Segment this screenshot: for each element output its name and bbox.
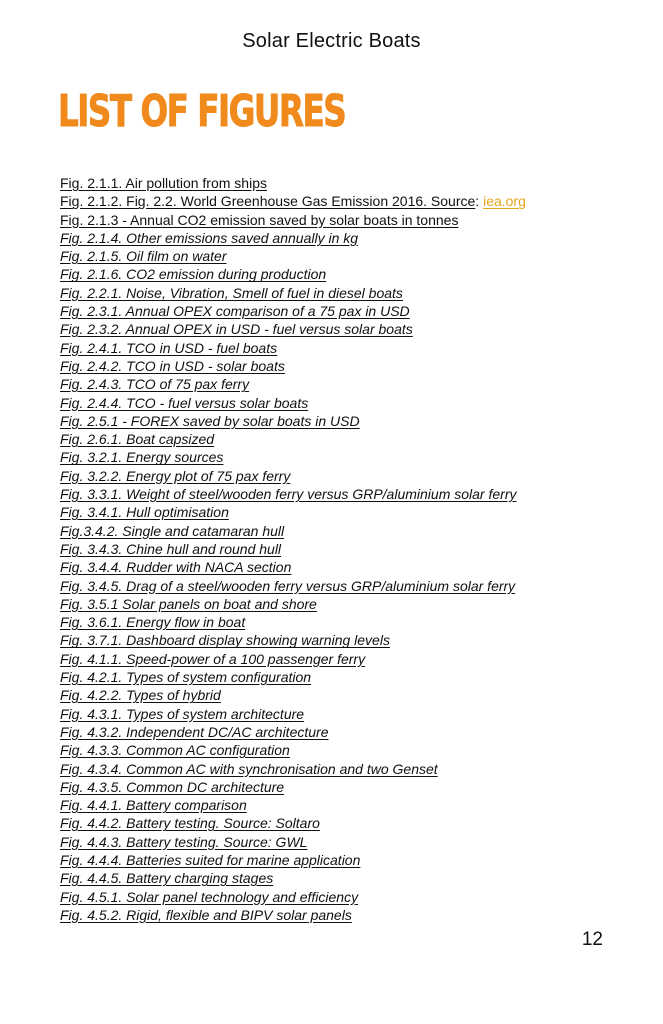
source-link[interactable]: iea.org bbox=[483, 193, 526, 210]
figure-link[interactable]: Fig. 2.1.6. CO2 emission during production bbox=[60, 266, 327, 283]
figure-list-item bbox=[60, 558, 620, 576]
figure-link[interactable]: Fig. 4.2.1. Types of system configuration bbox=[60, 669, 312, 686]
figure-list-item bbox=[60, 247, 620, 265]
figure-link[interactable]: Fig. 2.1.4. Other emissions saved annually in kg bbox=[60, 229, 359, 246]
figure-list-item bbox=[60, 577, 620, 595]
figure-link[interactable]: Fig. 3.7.1. Dashboard display showing warning levels bbox=[60, 632, 390, 649]
figure-link[interactable]: Fig. 3.4.4. Rudder with NACA section bbox=[60, 559, 292, 576]
figure-link[interactable]: Fig. 2.3.1. Annual OPEX comparison of a 75 pax in USD bbox=[60, 303, 410, 320]
source-separator: : bbox=[475, 193, 480, 210]
figure-link[interactable]: Fig. 2.4.3. TCO of 75 pax ferry bbox=[60, 376, 250, 393]
figure-list-item bbox=[60, 686, 620, 704]
figure-list bbox=[60, 174, 620, 924]
figure-list-item bbox=[60, 375, 620, 393]
figure-list-item bbox=[60, 668, 620, 686]
figure-link[interactable]: Fig. 4.3.5. Common DC architecture bbox=[60, 778, 285, 795]
figure-link[interactable]: Fig. 4.3.3. Common AC configuration bbox=[60, 742, 290, 759]
figure-link[interactable]: Fig. 3.2.1. Energy sources bbox=[60, 449, 224, 466]
figure-list-item bbox=[60, 796, 620, 814]
figure-list-item bbox=[60, 705, 620, 723]
figure-list-item bbox=[60, 467, 620, 485]
figure-list-item bbox=[60, 595, 620, 613]
figure-link[interactable]: Fig. 4.1.1. Speed-power of a 100 passenger ferry bbox=[60, 650, 366, 667]
figure-link[interactable]: Fig. 2.1.3 - Annual CO2 emission saved by solar boats in tonnes bbox=[60, 211, 459, 228]
figure-list-item bbox=[60, 741, 620, 759]
figure-list-item bbox=[60, 833, 620, 851]
figure-link[interactable]: Fig. 4.5.2. Rigid, flexible and BIPV solar panels bbox=[60, 906, 352, 923]
figure-link[interactable]: Fig. 3.5.1 Solar panels on boat and shore bbox=[60, 595, 317, 612]
figure-link[interactable]: Fig. 4.4.1. Battery comparison bbox=[60, 797, 247, 814]
figure-link[interactable]: Fig. 4.4.2. Battery testing. Source: Soltaro bbox=[60, 815, 320, 832]
figure-link[interactable]: Fig. 4.4.3. Battery testing. Source: GWL bbox=[60, 833, 308, 850]
figure-list-item bbox=[60, 650, 620, 668]
figure-list-item bbox=[60, 613, 620, 631]
figure-list-item bbox=[60, 869, 620, 887]
figure-link[interactable]: Fig. 2.4.4. TCO - fuel versus solar boats bbox=[60, 394, 309, 411]
figure-list-item bbox=[60, 540, 620, 558]
figure-link[interactable]: Fig. 2.1.5. Oil film on water bbox=[60, 248, 227, 265]
figure-link[interactable]: Fig. 3.3.1. Weight of steel/wooden ferry versus GRP/aluminium solar ferry bbox=[60, 486, 517, 503]
figure-list-item bbox=[60, 778, 620, 796]
figure-list-item bbox=[60, 211, 620, 229]
figure-list-item bbox=[60, 851, 620, 869]
figure-list-item bbox=[60, 284, 620, 302]
page-title: LIST OF FIGURES bbox=[58, 86, 346, 137]
figure-link[interactable]: Fig. 4.3.2. Independent DC/AC architecture bbox=[60, 723, 329, 740]
figure-list-item bbox=[60, 503, 620, 521]
figure-list-item bbox=[60, 522, 620, 540]
figure-link[interactable]: Fig. 2.4.1. TCO in USD - fuel boats bbox=[60, 339, 278, 356]
figure-link[interactable]: Fig. 3.4.5. Drag of a steel/wooden ferry versus GRP/aluminium solar ferry bbox=[60, 577, 516, 594]
figure-link[interactable]: Fig.3.4.2. Single and catamaran hull bbox=[60, 522, 285, 539]
figure-link[interactable]: Fig. 2.3.2. Annual OPEX in USD - fuel versus solar boats bbox=[60, 321, 413, 338]
figure-link[interactable]: Fig. 3.4.3. Chine hull and round hull bbox=[60, 540, 282, 557]
figure-list-item bbox=[60, 229, 620, 247]
figure-link[interactable]: Fig. 2.1.1. Air pollution from ships bbox=[60, 175, 267, 191]
figure-link[interactable]: Fig. 4.3.1. Types of system architecture bbox=[60, 705, 305, 722]
figure-list-item bbox=[60, 192, 620, 210]
figure-link[interactable]: Fig. 3.4.1. Hull optimisation bbox=[60, 504, 229, 521]
running-header: Solar Electric Boats bbox=[242, 30, 421, 52]
figure-list-item bbox=[60, 265, 620, 283]
figure-link[interactable]: Fig. 4.3.4. Common AC with synchronisation and two Genset bbox=[60, 760, 438, 777]
figure-link[interactable]: Fig. 3.2.2. Energy plot of 75 pax ferry bbox=[60, 467, 291, 484]
figure-list-item bbox=[60, 430, 620, 448]
figure-link[interactable]: Fig. 2.1.2. Fig. 2.2. World Greenhouse Gas Emission 2016. Source bbox=[60, 193, 476, 210]
figure-list-item bbox=[60, 888, 620, 906]
figure-list-item bbox=[60, 448, 620, 466]
figure-list-item bbox=[60, 357, 620, 375]
figure-link[interactable]: Fig. 2.4.2. TCO in USD - solar boats bbox=[60, 357, 285, 374]
figure-link[interactable]: Fig. 2.6.1. Boat capsized bbox=[60, 431, 215, 448]
figure-list-item bbox=[60, 760, 620, 778]
figure-list-item bbox=[60, 394, 620, 412]
figure-list-item bbox=[60, 302, 620, 320]
figure-list-item bbox=[60, 723, 620, 741]
figure-link[interactable]: Fig. 4.4.4. Batteries suited for marine application bbox=[60, 851, 361, 868]
figure-link[interactable]: Fig. 3.6.1. Energy flow in boat bbox=[60, 614, 246, 631]
figure-list-item bbox=[60, 412, 620, 430]
figure-list-item bbox=[60, 174, 620, 192]
page-number: 12 bbox=[581, 929, 603, 950]
figure-list-item bbox=[60, 320, 620, 338]
figure-link[interactable]: Fig. 4.2.2. Types of hybrid bbox=[60, 687, 221, 704]
figure-link[interactable]: Fig. 2.5.1 - FOREX saved by solar boats in USD bbox=[60, 412, 360, 429]
figure-list-item bbox=[60, 485, 620, 503]
figure-link[interactable]: Fig. 4.4.5. Battery charging stages bbox=[60, 870, 274, 887]
figure-link[interactable]: Fig. 2.2.1. Noise, Vibration, Smell of fuel in diesel boats bbox=[60, 284, 403, 301]
figure-list-item bbox=[60, 814, 620, 832]
figure-link[interactable]: Fig. 4.5.1. Solar panel technology and efficiency bbox=[60, 888, 359, 905]
figure-list-item bbox=[60, 339, 620, 357]
figure-list-item bbox=[60, 906, 620, 924]
figure-list-item bbox=[60, 631, 620, 649]
